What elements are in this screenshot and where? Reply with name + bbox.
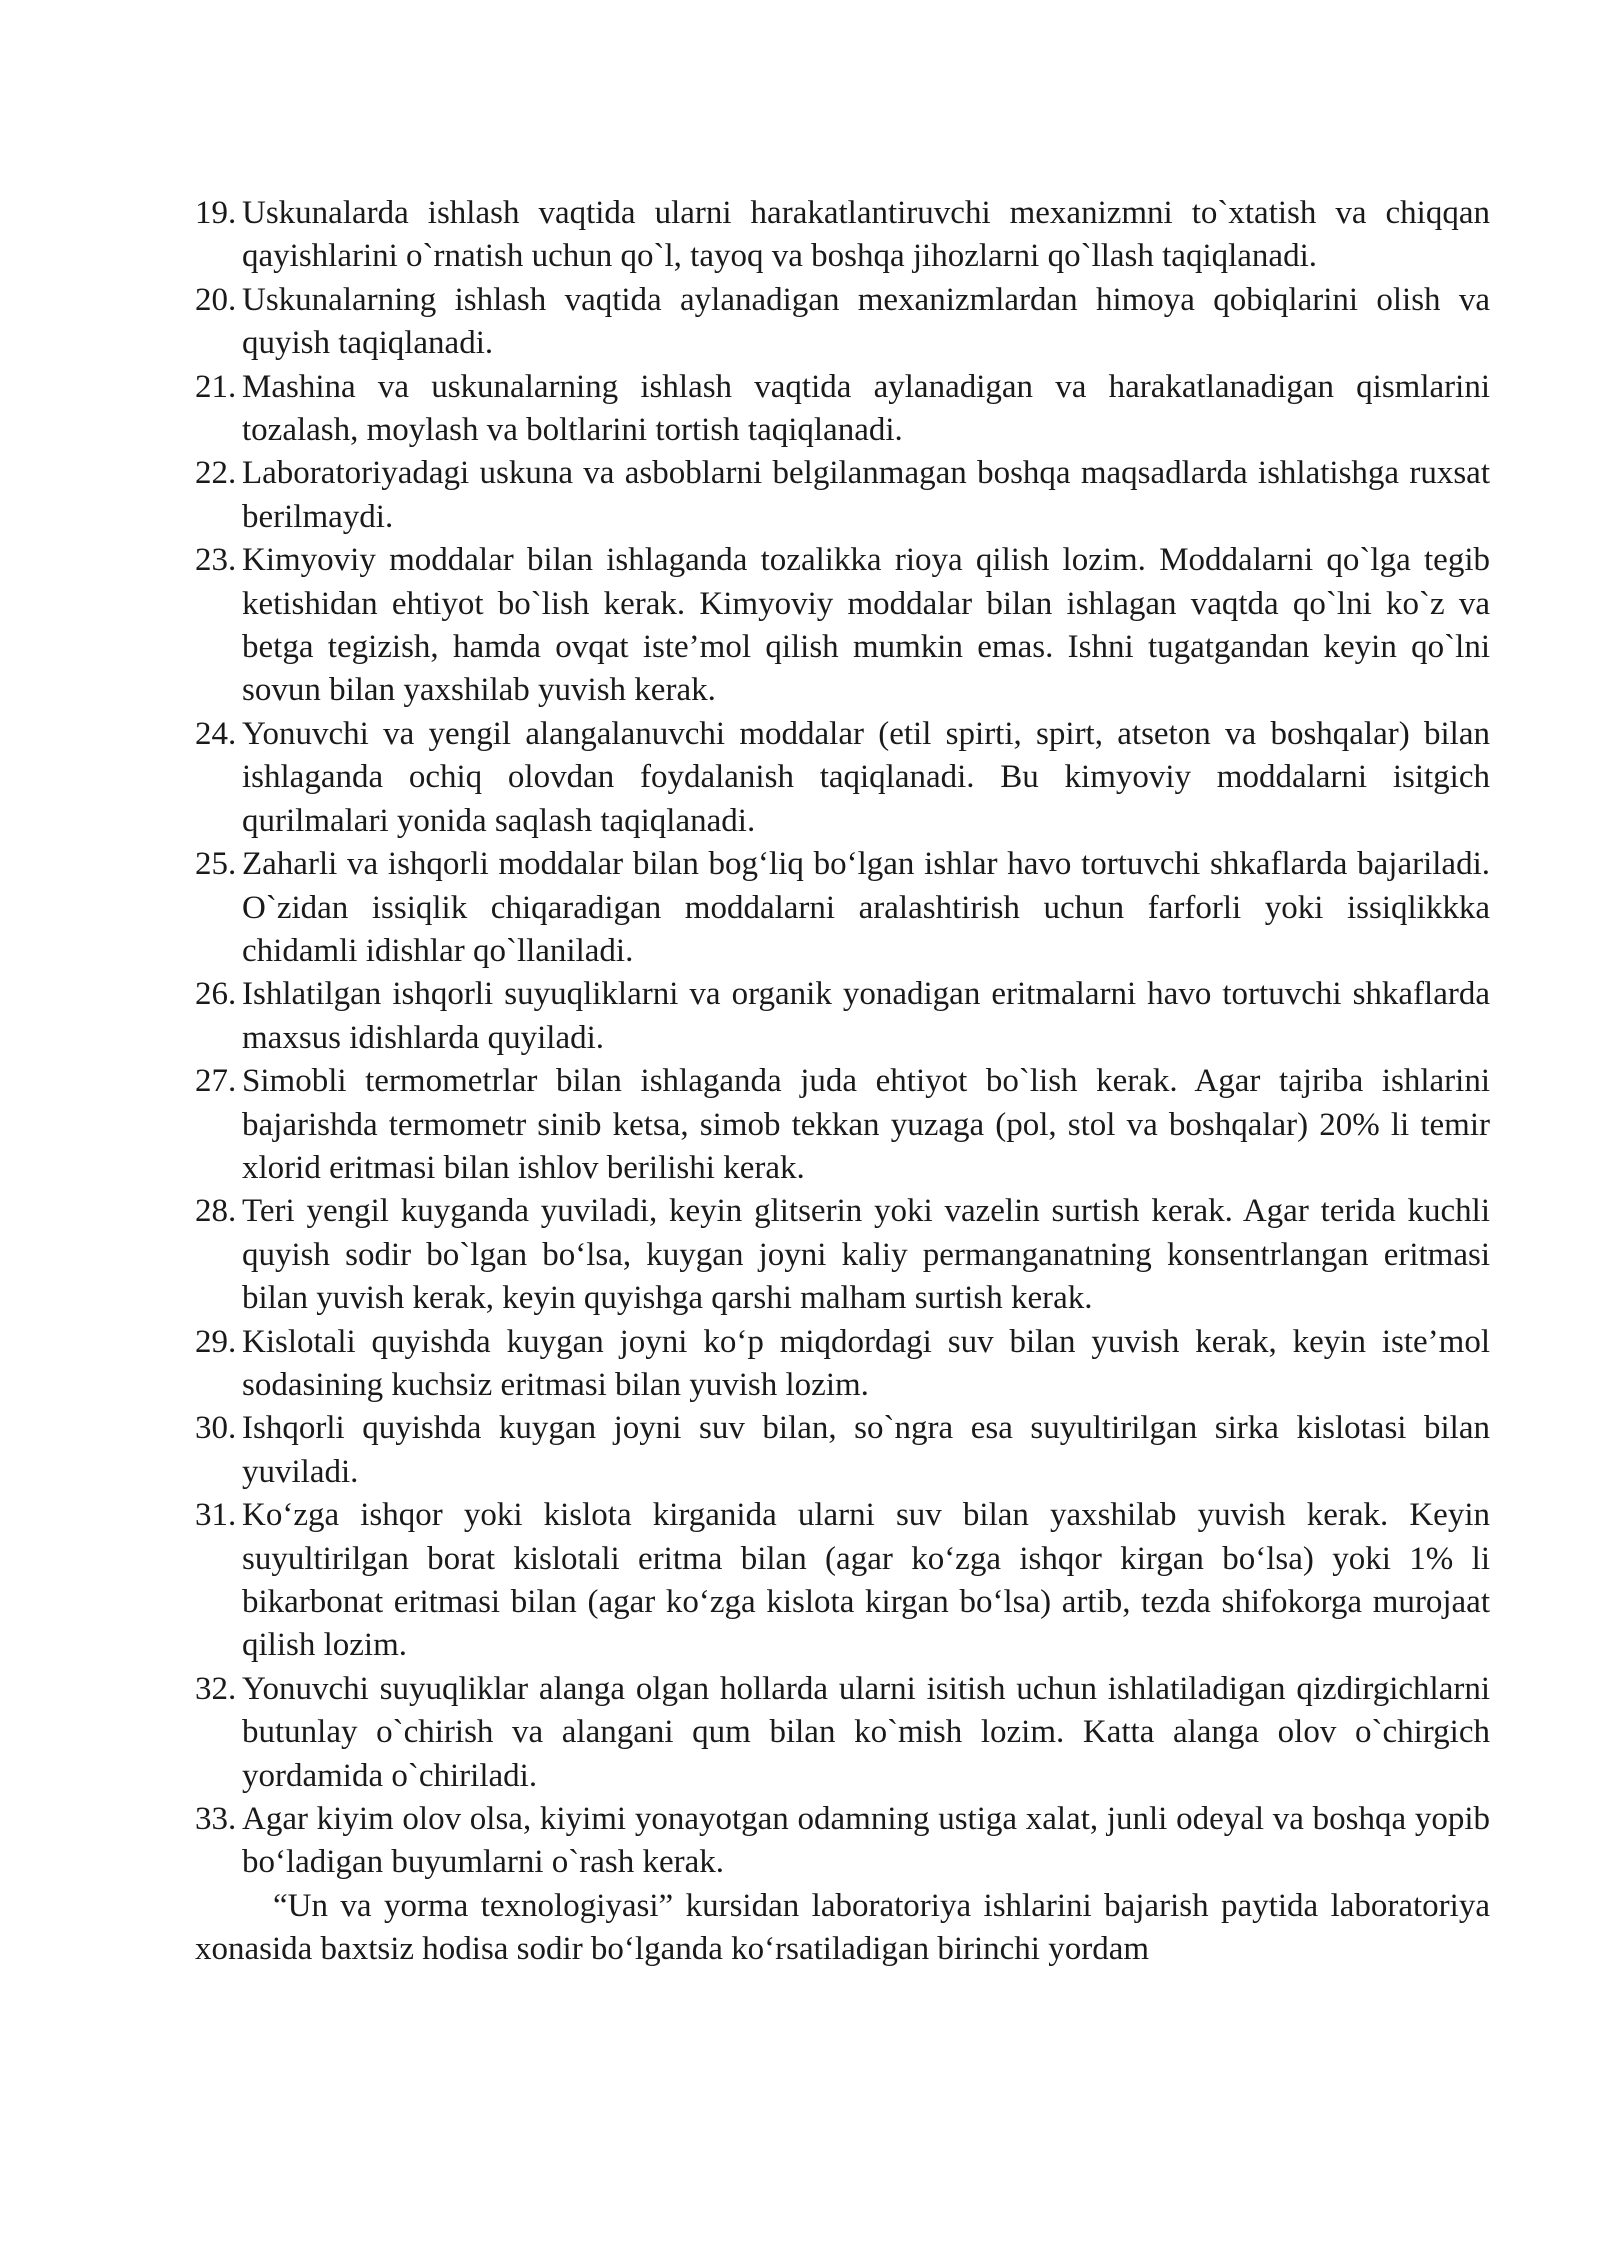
item-text: Yonuvchi suyuqliklar alanga olgan hollarda ularni isitish uchun ishlatiladigan qizdirgichlarni butunlay o`chirish va alangani qum bilan ko`mish lozim. Katta alanga olov o`chirgich yordamida o`chiriladi. xyxy=(242,1670,1490,1794)
list-item xyxy=(195,1668,1490,1798)
list-item xyxy=(195,279,1490,366)
item-text: Ko‘zga ishqor yoki kislota kirganida ularni suv bilan yaxshilab yuvish kerak. Keyin suyultirilgan borat kislotali eritma bilan (agar ko‘zga ishqor kirgan bo‘lsa) yoki 1% li bikarbonat eritmasi bilan (agar ko‘zga kislota kirgan bo‘lsa) artib, tezda shifokorga murojaat qilish lozim. xyxy=(242,1497,1490,1664)
item-text: Ishqorli quyishda kuygan joyni suv bilan, so`ngra esa suyultirilgan sirka kislotasi bilan yuviladi. xyxy=(242,1410,1490,1490)
item-text: Kislotali quyishda kuygan joyni ko‘p miqdordagi suv bilan yuvish kerak, keyin iste’mol sodasining kuchsiz eritmasi bilan yuvish lozim. xyxy=(242,1323,1490,1403)
item-text: Kimyoviy moddalar bilan ishlaganda tozalikka rioya qilish lozim. Moddalarni qo`lga tegib ketishidan ehtiyot bo`lish kerak. Kimyoviy moddalar bilan ishlagan vaqtda qo`lni ko`z va betga tegizish, hamda ovqat iste’mol qilish mumkin emas. Ishni tugatgandan keyin qo`lni sovun bilan yaxshilab yuvish kerak. xyxy=(242,542,1490,709)
item-text: Simobli termometrlar bilan ishlaganda juda ehtiyot bo`lish kerak. Agar tajriba ishlarini bajarishda termometr sinib ketsa, simob tekkan yuzaga (pol, stol va boshqalar) 20% li temir xlorid eritmasi bilan ishlov berilishi kerak. xyxy=(242,1063,1490,1186)
list-item xyxy=(195,1407,1490,1494)
list-item xyxy=(195,539,1490,713)
item-number: 26. xyxy=(195,976,237,1013)
item-number: 23. xyxy=(195,542,237,579)
item-text: Teri yengil kuyganda yuviladi, keyin glitserin yoki vazelin surtish kerak. Agar terida kuchli quyish sodir bo`lgan bo‘lsa, kuygan joyni kaliy permanganatning konsentrlangan eritmasi bilan yuvish kerak, keyin quyishga qarshi malham surtish kerak. xyxy=(242,1193,1490,1317)
item-text: Uskunalarning ishlash vaqtida aylanadigan mexanizmlardan himoya qobiqlarini olish va quyish taqiqlanadi. xyxy=(242,281,1490,362)
item-number: 27. xyxy=(195,1063,237,1100)
list-item xyxy=(195,1190,1490,1320)
list-item xyxy=(195,713,1490,843)
item-number: 28. xyxy=(195,1193,237,1230)
item-number: 22. xyxy=(195,455,237,492)
item-number: 25. xyxy=(195,846,237,883)
item-number: 19. xyxy=(195,195,237,231)
item-number: 32. xyxy=(195,1670,237,1707)
list-item xyxy=(195,366,1490,453)
item-number: 24. xyxy=(195,715,237,752)
list-item xyxy=(195,1321,1490,1408)
list-item xyxy=(195,1494,1490,1668)
item-text: Agar kiyim olov olsa, kiyimi yonayotgan odamning ustiga xalat, junli odeyal va boshqa yopib bo‘ladigan buyumlarni o`rash kerak. xyxy=(242,1801,1490,1881)
item-number: 33. xyxy=(195,1801,237,1838)
item-number: 21. xyxy=(195,368,237,405)
safety-rules-list xyxy=(195,192,1490,1885)
item-text: Ishlatilgan ishqorli suyuqliklarni va organik yonadigan eritmalarni havo tortuvchi shkaflarda maxsus idishlarda quyiladi. xyxy=(242,976,1490,1056)
item-number: 29. xyxy=(195,1323,237,1360)
closing-paragraph: “Un va yorma texnologiyasi” kursidan laboratoriya ishlarini bajarish paytida laboratoriya xonasida baxtsiz hodisa sodir bo‘lganda ko‘rsatiladigan birinchi yordam xyxy=(195,1887,1490,1968)
item-number: 31. xyxy=(195,1497,237,1534)
item-number: 30. xyxy=(195,1410,237,1447)
list-item xyxy=(195,843,1490,973)
list-item xyxy=(195,452,1490,539)
item-text: Mashina va uskunalarning ishlash vaqtida aylanadigan va harakatlanadigan qismlarini tozalash, moylash va boltlarini tortish taqiqlanadi. xyxy=(242,368,1490,449)
item-text: Uskunalarda ishlash vaqtida ularni harakatlantiruvchi mexanizmni to`xtatish va chiqqan qayishlarini o`rnatish uchun qo`l, tayoq va boshqa jihozlarni qo`llash taqiqlanadi. xyxy=(242,195,1490,275)
list-item xyxy=(195,1060,1490,1190)
item-text: Yonuvchi va yengil alangalanuvchi moddalar (etil spirti, spirt, atseton va boshqalar) bilan ishlaganda ochiq olovdan foydalanish taqiqlanadi. Bu kimyoviy moddalarni isitgich qurilmalari yonida saqlash taqiqlanadi. xyxy=(242,715,1490,839)
list-item xyxy=(195,1798,1490,1885)
list-item xyxy=(195,973,1490,1060)
item-text: Zaharli va ishqorli moddalar bilan bog‘liq bo‘lgan ishlar havo tortuvchi shkaflarda bajariladi. O`zidan issiqlik chiqaradigan moddalarni aralashtirish uchun farforli yoki issiqlikkka chidamli idishlar qo`llaniladi. xyxy=(242,846,1490,969)
document-page xyxy=(195,192,1490,1972)
item-number: 20. xyxy=(195,281,237,318)
list-item xyxy=(195,192,1490,279)
item-text: Laboratoriyadagi uskuna va asboblarni belgilanmagan boshqa maqsadlarda ishlatishga ruxsat berilmaydi. xyxy=(242,455,1490,535)
